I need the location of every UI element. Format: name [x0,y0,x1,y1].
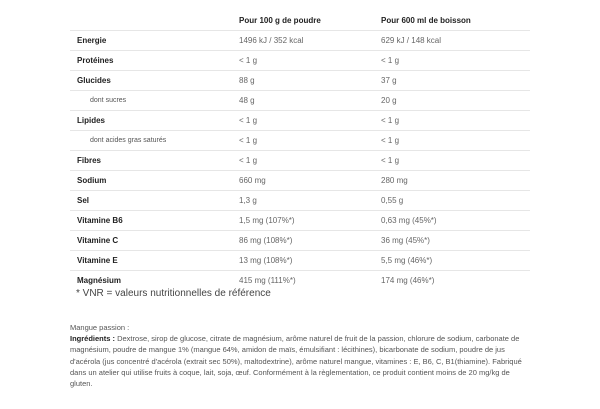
ingredients-label: Ingrédients : [70,334,116,344]
value-per-100g: < 1 g [239,136,258,145]
ingredients-text: Dextrose, sirop de glucose, citrate de magnésium, arôme naturel de fruit de la passion, chlorure de sodium, carbonate de magnésium, poudre de mangue 1% (mangue 64%, amidon de maïs, émulsifiant : lécithines), bicarbonate de sodium, poudre de jus d'acérola (jus concentré d'acérola (extrait sec 50%), maltodextrine), arôme naturel mangue, vitamines : E, B6, C, B1(thiamine). Fabriqué dans un atelier qui utilise fruits à coque, lait, soja, œuf. Conformément à la règlementation, ce produit contient moins de 20 mg/kg de gluten. [70,334,522,389]
header-nutrient [70,10,232,31]
value-per-100g: < 1 g [239,156,258,165]
value-per-600ml: 5,5 mg (46%*) [381,256,433,265]
nutrient-name: Sodium [77,176,107,185]
header-per-100g: Pour 100 g de poudre [239,15,321,25]
nutrient-subname: dont acides gras saturés [90,137,167,144]
value-per-100g: 415 mg (111%*) [239,276,296,285]
table-row [70,151,530,171]
value-per-600ml: 37 g [381,76,397,85]
value-per-100g: 13 mg (108%*) [239,256,293,265]
table-row [70,211,530,231]
value-per-100g: 660 mg [239,176,266,185]
value-per-100g: 88 g [239,76,255,85]
value-per-600ml: 20 g [381,96,397,105]
nutrition-table [70,10,530,290]
table-header-row [70,10,530,31]
nutrient-name: Vitamine E [77,256,118,265]
value-per-600ml: 0,55 g [381,196,404,205]
table-row [70,191,530,211]
nutrient-name: Protéines [77,56,114,65]
nutrient-subname: dont sucres [90,97,127,104]
product-flavor-name: Mangue passion : [70,323,130,332]
nutrition-table-container [70,10,530,290]
value-per-600ml: 629 kJ / 148 kcal [381,36,442,45]
value-per-100g: 86 mg (108%*) [239,236,293,245]
nutrient-name: Magnésium [77,276,122,285]
table-row [70,51,530,71]
value-per-600ml: < 1 g [381,136,400,145]
value-per-100g: 1496 kJ / 352 kcal [239,36,304,45]
value-per-600ml: 36 mg (45%*) [381,236,430,245]
ingredients-section [70,322,530,389]
nutrient-name: Glucides [77,76,111,85]
table-row [70,111,530,131]
value-per-100g: 1,3 g [239,196,257,205]
table-row [70,251,530,271]
nutrient-name: Fibres [77,156,102,165]
value-per-600ml: 0,63 mg (45%*) [381,216,437,225]
value-per-600ml: 280 mg [381,176,408,185]
nutrient-name: Sel [77,196,90,205]
table-row [70,31,530,51]
nutrient-name: Vitamine C [77,236,119,245]
table-row [70,71,530,91]
header-per-600ml: Pour 600 ml de boisson [381,15,471,25]
table-row [70,131,530,151]
value-per-600ml: 174 mg (46%*) [381,276,435,285]
value-per-600ml: < 1 g [381,156,400,165]
value-per-100g: < 1 g [239,56,258,65]
table-row [70,171,530,191]
nutrient-name: Lipides [77,116,106,125]
value-per-100g: 48 g [239,96,255,105]
value-per-100g: < 1 g [239,116,258,125]
nutrient-name: Energie [77,36,107,45]
value-per-600ml: < 1 g [381,56,400,65]
table-row [70,231,530,251]
value-per-100g: 1,5 mg (107%*) [239,216,295,225]
value-per-600ml: < 1 g [381,116,400,125]
vnr-footnote: * VNR = valeurs nutritionnelles de référence [76,288,271,299]
table-row [70,91,530,111]
nutrient-name: Vitamine B6 [77,216,123,225]
